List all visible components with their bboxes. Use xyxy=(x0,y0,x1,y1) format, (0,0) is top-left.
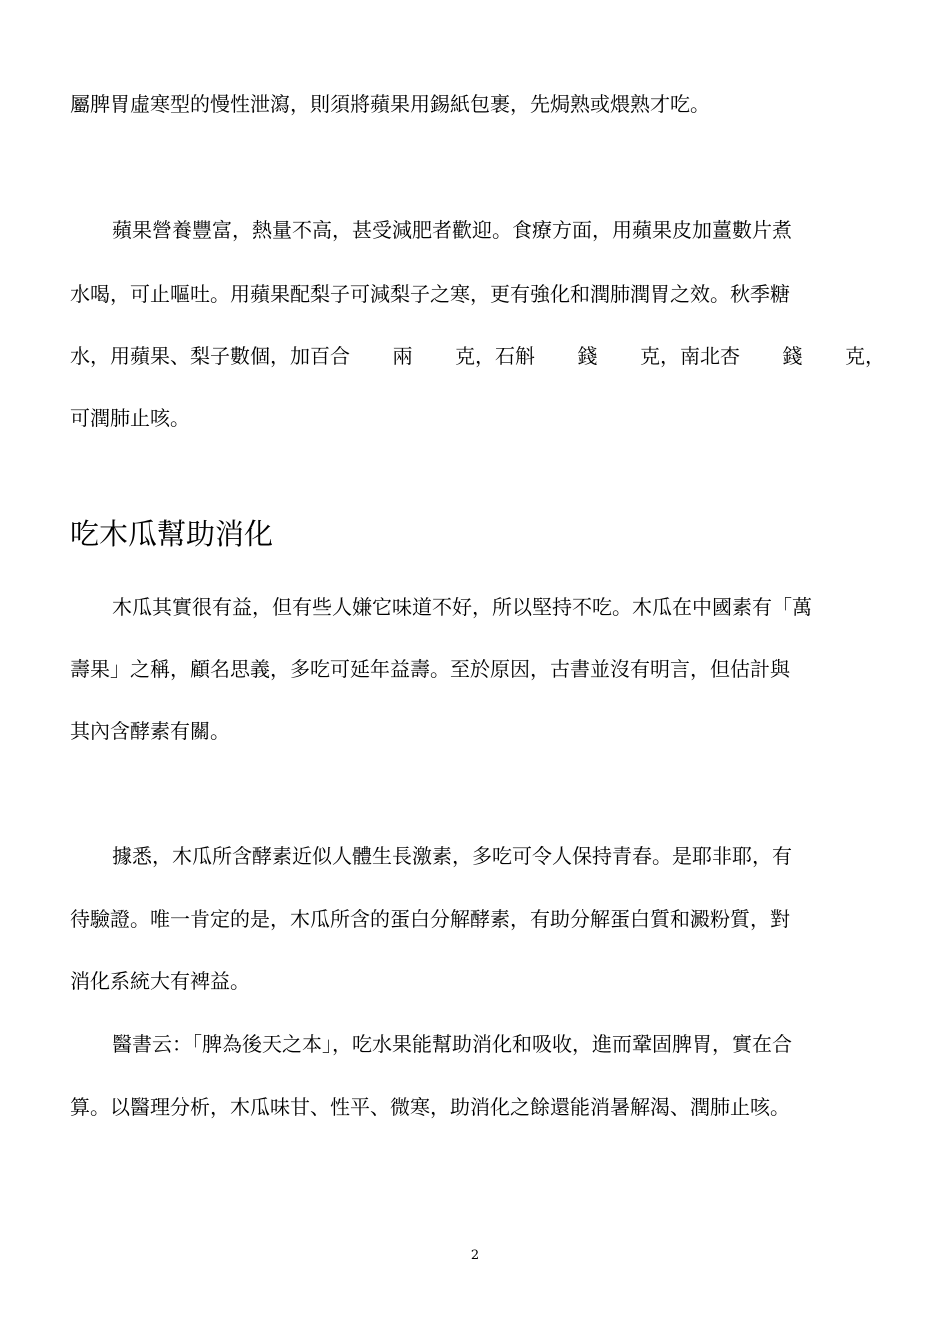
page-number: 2 xyxy=(470,1248,480,1263)
paragraph-line xyxy=(70,343,885,369)
text-segment: 克，石斛 xyxy=(455,344,535,368)
paragraph-line: 消化系統大有裨益。 xyxy=(70,969,250,993)
paragraph-line: 壽果」之稱，顧名思義，多吃可延年益壽。至於原因，古書並沒有明言，但估計與 xyxy=(70,657,790,681)
paragraph-line: 水喝，可止嘔吐。用蘋果配梨子可減梨子之寒，更有強化和潤肺潤胃之效。秋季糖 xyxy=(70,282,790,306)
paragraph-line: 木瓜其實很有益，但有些人嫌它味道不好，所以堅持不吃。木瓜在中國素有「萬 xyxy=(112,595,812,619)
paragraph-line: 可潤肺止咳。 xyxy=(70,406,190,430)
paragraph-line: 醫書云：「脾為後天之本」，吃水果能幫助消化和吸收，進而鞏固脾胃，實在合 xyxy=(112,1032,792,1056)
text-segment: 錢 xyxy=(577,344,598,368)
section-heading: 吃木瓜幫助消化 xyxy=(70,517,274,551)
paragraph-line: 屬脾胃虛寒型的慢性泄瀉，則須將蘋果用錫紙包裹，先焗熟或煨熟才吃。 xyxy=(70,92,710,116)
paragraph-line: 蘋果營養豐富，熱量不高，甚受減肥者歡迎。食療方面，用蘋果皮加薑數片煮 xyxy=(112,218,792,242)
text-segment: 水，用蘋果、梨子數個，加百合 xyxy=(70,344,350,368)
text-segment: 錢 xyxy=(782,344,803,368)
paragraph-line: 據悉，木瓜所含酵素近似人體生長激素，多吃可令人保持青春。是耶非耶，有 xyxy=(112,844,792,868)
paragraph-line: 算。以醫理分析，木瓜味甘、性平、微寒，助消化之餘還能消暑解渴、潤肺止咳。 xyxy=(70,1095,790,1119)
text-segment: 克，南北杏 xyxy=(640,344,740,368)
paragraph-line: 其內含酵素有關。 xyxy=(70,719,230,743)
text-segment: 兩 xyxy=(392,344,413,368)
text-segment: 克， xyxy=(845,344,885,368)
paragraph-line: 待驗證。唯一肯定的是，木瓜所含的蛋白分解酵素，有助分解蛋白質和澱粉質，對 xyxy=(70,907,790,931)
